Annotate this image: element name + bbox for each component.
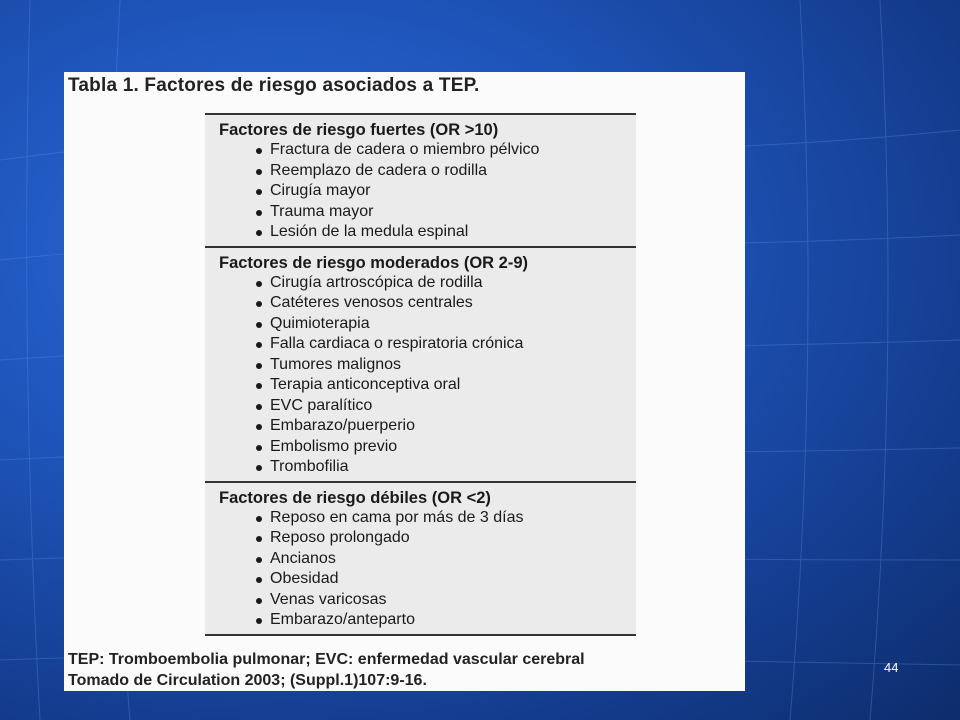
list-item: Obesidad bbox=[219, 569, 636, 590]
bullet-icon bbox=[256, 424, 262, 430]
list-item: EVC paralítico bbox=[219, 396, 636, 417]
list-item: Trombofilia bbox=[219, 457, 636, 478]
list-item: Venas varicosas bbox=[219, 590, 636, 611]
footnote-source: Tomado de Circulation 2003; (Suppl.1)107:9-16. bbox=[68, 672, 427, 689]
bullet-icon bbox=[256, 404, 262, 410]
bullet-icon bbox=[256, 465, 262, 471]
list-item: Trauma mayor bbox=[219, 202, 636, 223]
bullet-icon bbox=[256, 445, 262, 451]
bullet-icon bbox=[256, 363, 262, 369]
list-item: Reposo en cama por más de 3 días bbox=[219, 508, 636, 529]
list-item: Embarazo/anteparto bbox=[219, 610, 636, 631]
bullet-icon bbox=[256, 557, 262, 563]
bullet-icon bbox=[256, 281, 262, 287]
bullet-icon bbox=[256, 322, 262, 328]
list-item: Ancianos bbox=[219, 549, 636, 570]
bullet-icon bbox=[256, 536, 262, 542]
list-item: Tumores malignos bbox=[219, 355, 636, 376]
section-strong-factors bbox=[205, 113, 636, 246]
list-item: Embarazo/puerperio bbox=[219, 416, 636, 437]
slide-number: 44 bbox=[884, 660, 899, 675]
list-item: Lesión de la medula espinal bbox=[219, 222, 636, 243]
footnote-abbreviations: TEP: Tromboembolia pulmonar; EVC: enfermedad vascular cerebral bbox=[68, 651, 585, 668]
bullet-icon bbox=[256, 210, 262, 216]
list-item: Cirugía mayor bbox=[219, 181, 636, 202]
section-heading: Factores de riesgo débiles (OR <2) bbox=[219, 488, 491, 507]
bullet-icon bbox=[256, 516, 262, 522]
table-title: Tabla 1. Factores de riesgo asociados a TEP. bbox=[68, 75, 480, 96]
section-moderate-factors bbox=[205, 246, 636, 481]
bullet-icon bbox=[256, 577, 262, 583]
list-item: Cirugía artroscópica de rodilla bbox=[219, 273, 636, 294]
list-item: Terapia anticonceptiva oral bbox=[219, 375, 636, 396]
list-item: Falla cardiaca o respiratoria crónica bbox=[219, 334, 636, 355]
table-footnote bbox=[68, 649, 585, 691]
list-item: Reposo prolongado bbox=[219, 528, 636, 549]
list-item: Reemplazo de cadera o rodilla bbox=[219, 161, 636, 182]
bullet-icon bbox=[256, 148, 262, 154]
section-heading: Factores de riesgo fuertes (OR >10) bbox=[219, 121, 499, 139]
bullet-icon bbox=[256, 618, 262, 624]
bullet-icon bbox=[256, 301, 262, 307]
list-item: Embolismo previo bbox=[219, 437, 636, 458]
list-item: Catéteres venosos centrales bbox=[219, 293, 636, 314]
bullet-icon bbox=[256, 342, 262, 348]
section-heading: Factores de riesgo moderados (OR 2-9) bbox=[219, 253, 528, 272]
bullet-icon bbox=[256, 598, 262, 604]
bullet-icon bbox=[256, 230, 262, 236]
list-item: Quimioterapia bbox=[219, 314, 636, 335]
list-item: Fractura de cadera o miembro pélvico bbox=[219, 140, 636, 161]
bullet-icon bbox=[256, 189, 262, 195]
bullet-icon bbox=[256, 383, 262, 389]
bullet-icon bbox=[256, 169, 262, 175]
table-image bbox=[64, 72, 745, 691]
risk-factor-table bbox=[205, 113, 636, 636]
section-weak-factors bbox=[205, 481, 636, 636]
